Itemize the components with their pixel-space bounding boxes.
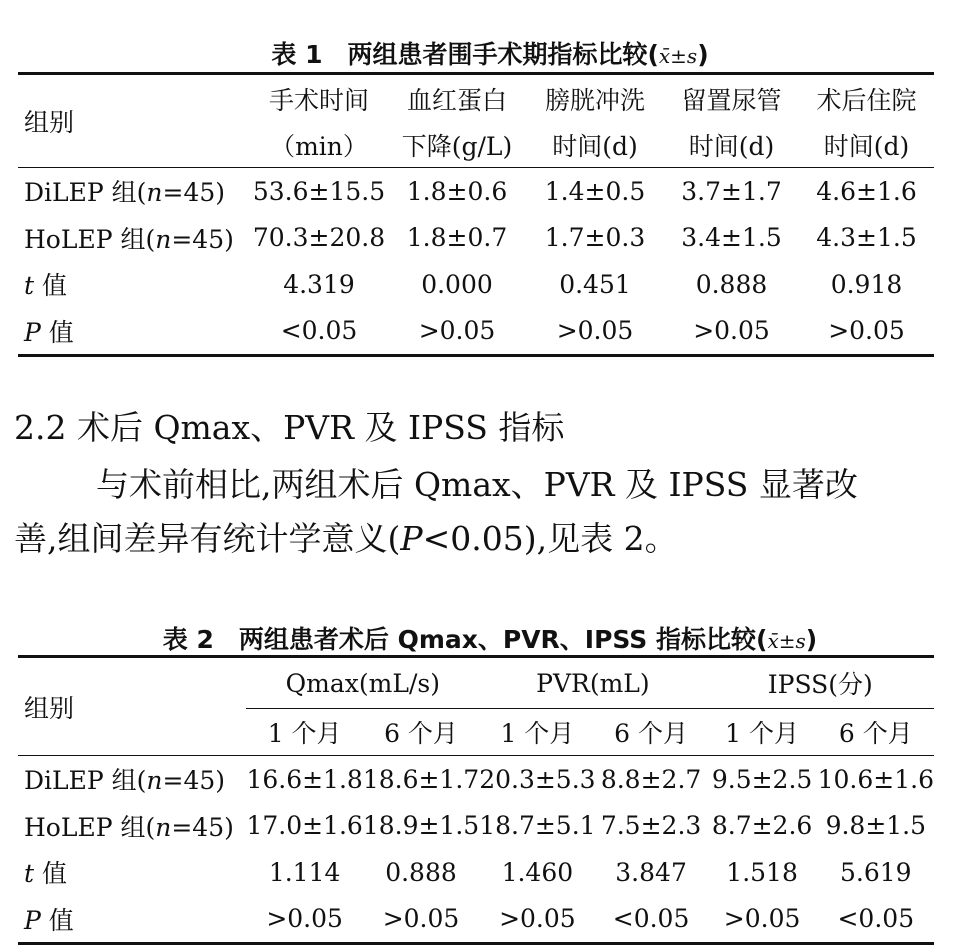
table2-group-header: PVR(mL) <box>479 657 706 709</box>
table-row <box>18 849 934 896</box>
table1-header-unit: 时间(d) <box>688 132 775 161</box>
table-cell: >0.05 <box>693 316 770 346</box>
table1-header: 术后住院 <box>816 86 917 115</box>
table1-header-unit: 时间(d) <box>823 132 910 161</box>
mean-sd-symbol: x̄±s <box>658 44 698 68</box>
table2-subheader: 6 个月 <box>384 719 458 748</box>
table-cell: 18.9±1.5 <box>362 811 480 841</box>
table-cell: 5.619 <box>840 857 912 887</box>
row-label: DiLEP 组(n=45) <box>18 168 250 215</box>
table-cell: >0.05 <box>382 904 460 934</box>
table2 <box>18 655 934 945</box>
table-row <box>18 896 934 944</box>
table-cell: >0.05 <box>556 316 634 346</box>
table-cell: 0.888 <box>695 269 768 299</box>
table2-subheader: 6 个月 <box>838 719 913 748</box>
table1 <box>18 72 934 357</box>
table1-title: 表 1 两组患者围手术期指标比较(x̄±s) <box>271 40 709 69</box>
paragraph-line: 善,组间差异有统计学意义(P<0.05),见表 2。 <box>14 519 678 558</box>
table-cell: 1.114 <box>268 857 341 887</box>
table-cell: 16.6±1.8 <box>246 756 362 803</box>
table-cell: 1.8±0.6 <box>388 168 526 215</box>
table-cell: 3.7±1.7 <box>664 168 799 215</box>
row-label: t 值 <box>24 859 67 889</box>
table-row <box>18 756 934 803</box>
table-cell: 18.7±5.1 <box>479 811 596 841</box>
table-cell: 3.847 <box>615 857 687 887</box>
table-cell: <0.05 <box>280 316 358 346</box>
table-cell: 70.3±20.8 <box>252 223 386 253</box>
table-cell: 20.3±5.3 <box>479 756 595 803</box>
table-cell: 17.0±1.6 <box>246 811 363 841</box>
table1-header: 手术时间 <box>268 86 369 115</box>
table2-group-header: IPSS(分) <box>707 657 934 709</box>
table-cell: >0.05 <box>723 904 801 934</box>
table1-header-unit: （min） <box>270 132 368 161</box>
table-row <box>18 308 934 356</box>
table1-header-group: 组别 <box>24 108 75 137</box>
table2-header-group: 组别 <box>24 693 75 723</box>
row-label: DiLEP 组(n=45) <box>18 756 246 803</box>
table1-header-row-1 <box>18 74 934 124</box>
table-cell: >0.05 <box>418 316 496 346</box>
table-cell: 0.918 <box>830 269 903 299</box>
table2-title: 表 2 两组患者术后 Qmax、PVR、IPSS 指标比较(x̄±s) <box>162 625 818 654</box>
row-label: P 值 <box>24 905 74 935</box>
table-cell: 3.4±1.5 <box>681 223 782 253</box>
table-cell: 0.000 <box>421 269 493 299</box>
table-cell: 0.888 <box>385 857 457 887</box>
table1-header: 血红蛋白 <box>406 86 507 115</box>
table-row <box>18 215 934 262</box>
table-cell: <0.05 <box>612 904 690 934</box>
table-cell: >0.05 <box>499 904 576 934</box>
table-cell: <0.05 <box>837 904 915 934</box>
table-cell: >0.05 <box>266 904 343 934</box>
table-cell: 8.8±2.7 <box>596 756 707 803</box>
row-label: P 值 <box>24 317 74 347</box>
table1-header: 留置尿管 <box>681 86 782 115</box>
table-cell: 1.4±0.5 <box>526 168 664 215</box>
table-row <box>18 261 934 308</box>
table2-subheader: 1 个月 <box>267 719 342 748</box>
table-cell: 1.518 <box>726 857 798 887</box>
row-label: t 值 <box>24 271 67 301</box>
table2-subheader: 1 个月 <box>500 719 575 748</box>
table-cell: 7.5±2.3 <box>600 811 702 841</box>
table-cell: 1.7±0.3 <box>544 223 646 253</box>
row-label: HoLEP 组(n=45) <box>24 224 234 254</box>
table-cell: 0.451 <box>559 269 631 299</box>
table2-subheader: 6 个月 <box>614 719 688 748</box>
table-cell: 4.6±1.6 <box>799 168 934 215</box>
table-cell: 9.5±2.5 <box>707 756 818 803</box>
table-cell: 4.3±1.5 <box>816 223 917 253</box>
table-cell: 8.7±2.6 <box>711 811 813 841</box>
table-cell: >0.05 <box>828 316 905 346</box>
table-row <box>18 168 934 215</box>
table2-group-header: Qmax(mL/s) <box>246 657 479 709</box>
table-cell: 18.6±1.7 <box>363 756 479 803</box>
table-cell: 9.8±1.5 <box>825 811 927 841</box>
table-cell: 1.460 <box>501 857 574 887</box>
table2-subheader: 1 个月 <box>725 719 800 748</box>
table1-header: 膀胱冲洗 <box>544 86 645 115</box>
table1-header-unit: 时间(d) <box>552 132 638 161</box>
table-cell: 10.6±1.6 <box>818 756 934 803</box>
table1-header-unit: 下降(g/L) <box>401 132 513 161</box>
table-cell: 1.8±0.7 <box>406 223 508 253</box>
section-heading: 2.2 术后 Qmax、PVR 及 IPSS 指标 <box>14 408 565 447</box>
paragraph-line: 与术前相比,两组术后 Qmax、PVR 及 IPSS 显著改 <box>96 465 858 504</box>
table-cell: 4.319 <box>283 269 355 299</box>
table2-header-row-1 <box>18 657 934 709</box>
table-row <box>18 803 934 850</box>
table-cell: 53.6±15.5 <box>250 168 388 215</box>
mean-sd-symbol: x̄±s <box>767 629 806 653</box>
row-label: HoLEP 组(n=45) <box>24 812 234 842</box>
